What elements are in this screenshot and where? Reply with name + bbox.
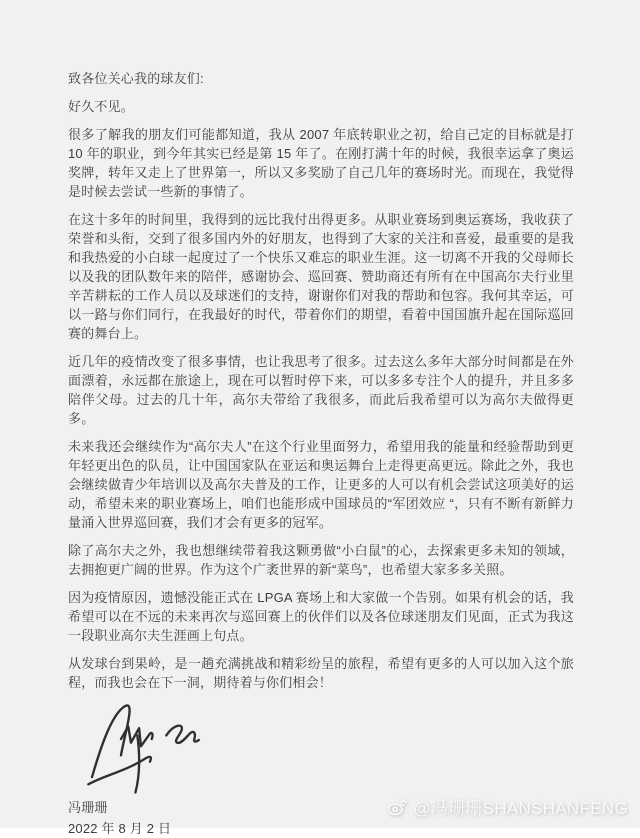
letter-paragraph: 因为疫情原因，遗憾没能正式在 LPGA 赛场上和大家做一个告别。如果有机会的话，我希望可以在不远的未来再次与巡回赛上的伙伴们以及各位球迷朋友们见面，正式为我这一段职业高尔夫生涯画上句点。	[68, 590, 574, 643]
letter-paragraph: 从发球台到果岭，是一趟充满挑战和精彩纷呈的旅程，希望有更多的人可以加入这个旅程，而我也会在下一洞，期待着与你们相会！	[68, 656, 574, 690]
letter-paragraph: 未来我还会继续作为“高尔夫人”在这个行业里面努力，希望用我的能量和经验帮助到更年轻更出色的队员，让中国国家队在亚运和奥运舞台上走得更高更远。除此之外，我也会继续做青少年培训以及高尔夫普及的工作，让更多的人可以有机会尝试这项美好的运动，希望未来的职业赛场上，咱们也能形成中国球员的“军团效应 “，只有不断有新鲜力量涌入世界巡回赛，我们才会有更多的冠军。	[68, 439, 574, 530]
weibo-icon	[387, 797, 408, 816]
letter-paragraph: 在这十多年的时间里，我得到的远比我付出得更多。从职业赛场到奥运赛场，我收获了荣誉和头衔，交到了很多国内外的好朋友，也得到了大家的关注和喜爱，最重要的是我和我热爱的小白球一起度过了一个快乐又难忘的职业生涯。这一切离不开我的父母师长以及我的团队数年来的陪伴，感谢协会、巡回赛、赞助商还有所有在中国高尔夫行业里辛苦耕耘的工作人员以及球迷们的支持，谢谢你们对我的帮助和包容。我何其幸运，可以一路与你们同行，在我最好的时代，带着你们的期望，看着中国国旗升起在国际巡回赛的舞台上。	[68, 212, 574, 341]
letter-paragraph: 很多了解我的朋友们可能都知道，我从 2007 年底转职业之初，给自己定的目标就是打 10 年的职业，到今年其实已经是第 15 年了。在刚打满十年的时候，我很幸运拿了奥运奖牌，转年又走上了世界第一，所以又多奖励了自己几年的赛场时光。而现在，我觉得是时候去尝试一些新的事情了。	[68, 127, 574, 199]
handwritten-signature-image	[80, 701, 200, 797]
watermark-text: @冯珊珊SHANSHANFENG	[413, 799, 628, 818]
letter-paragraph: 好久不见。	[68, 99, 135, 114]
signature-date: 2022 年 8 月 2 日	[68, 821, 172, 836]
letter-paragraph: 除了高尔夫之外，我也想继续带着我这颗勇做“小白鼠”的心，去探索更多未知的领域，去拥抱更广阔的世界。作为这个广袤世界的新“菜鸟”，也希望大家多多关照。	[68, 543, 574, 577]
weibo-watermark	[387, 794, 628, 819]
letter-greeting: 致各位关心我的球友们:	[68, 71, 204, 86]
letter-paragraph: 近几年的疫情改变了很多事情，也让我思考了很多。过去这么多年大部分时间都是在外面漂着，永远都在旅途上，现在可以暂时停下来，可以多多专注个人的提升，并且多多陪伴父母。过去的几十年，高尔夫带给了我很多，而此后我希望可以为高尔夫做得更多。	[68, 354, 574, 426]
signature-name: 冯珊珊	[68, 800, 108, 815]
letter-body	[68, 69, 574, 838]
